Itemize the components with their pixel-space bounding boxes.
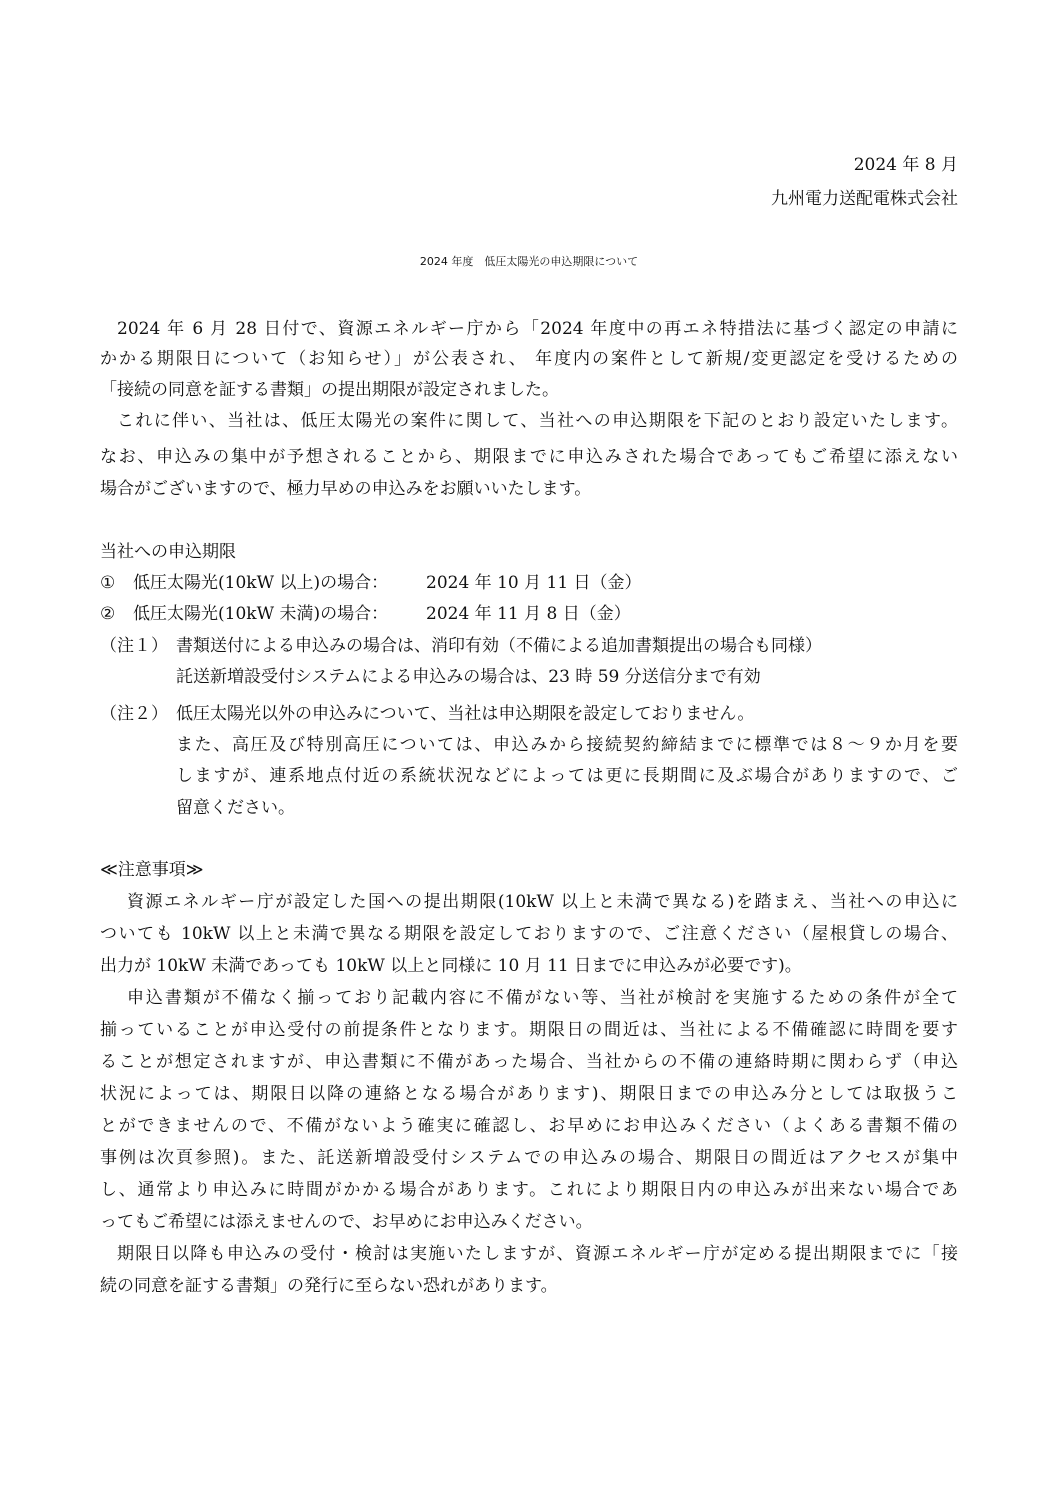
issue-date: 2024 年 8 月 bbox=[853, 155, 958, 175]
note-line: 書類送付による申込みの場合は、消印有効（不備による追加書類提出の場合も同様） bbox=[176, 636, 822, 656]
notes-line: ついても 10kW 以上と未満で異なる期限を設定しておりますので、ご注意ください（屋根貸しの場合、 bbox=[100, 924, 958, 944]
deadline-heading: 当社への申込期限 bbox=[100, 542, 236, 562]
notes-heading: ≪注意事項≫ bbox=[100, 860, 204, 880]
notes-line: 事例は次頁参照)。また、託送新増設受付システムでの申込みの場合、期限日の間近はアクセスが集中 bbox=[100, 1148, 958, 1168]
notes-line: 申込書類が不備なく揃っており記載内容に不備がない等、当社が検討を実施するための条件が全て bbox=[127, 988, 958, 1008]
notes-line: とができませんので、不備がないよう確実に確認し、お早めにお申込みください（よくある書類不備の bbox=[100, 1116, 958, 1136]
notes-line: ってもご希望には添えませんので、お早めにお申込みください。 bbox=[100, 1212, 593, 1232]
notes-line: 状況によっては、期限日以降の連絡となる場合があります)、期限日までの申込み分としては取扱うこ bbox=[100, 1084, 958, 1104]
notes-line: 出力が 10kW 未満であっても 10kW 以上と同様に 10 月 11 日までに申込みが必要です)。 bbox=[100, 956, 802, 976]
notes-line: ることが想定されますが、申込書類に不備があった場合、当社からの不備の連絡時期に関わらず（申込 bbox=[100, 1052, 958, 1072]
note-line: 低圧太陽光以外の申込みについて、当社は申込期限を設定しておりません。 bbox=[176, 704, 755, 724]
intro-line: これに伴い、当社は、低圧太陽光の案件に関して、当社への申込期限を下記のとおり設定いたします。 bbox=[117, 411, 958, 431]
notes-line: 期限日以降も申込みの受付・検討は実施いたしますが、資源エネルギー庁が定める提出期限までに「接 bbox=[117, 1244, 958, 1264]
intro-line: 場合がございますので、極力早めの申込みをお願いいたします。 bbox=[100, 479, 592, 499]
deadline-mark: ① bbox=[100, 573, 116, 593]
document-title: 2024 年度 低圧太陽光の申込期限について bbox=[419, 255, 639, 268]
intro-line: 「接続の同意を証する書類」の提出期限が設定されました。 bbox=[100, 380, 559, 400]
note-label: （注１） bbox=[100, 636, 168, 656]
notes-line: 資源エネルギー庁が設定した国への提出期限(10kW 以上と未満で異なる)を踏まえ、当社への申込に bbox=[127, 892, 958, 912]
deadline-mark: ② bbox=[100, 604, 116, 624]
deadline-date: 2024 年 11 月 8 日（金） bbox=[426, 604, 631, 624]
deadline-label: 低圧太陽光(10kW 以上)の場合： bbox=[133, 573, 389, 593]
deadline-item bbox=[100, 575, 115, 592]
intro-line: なお、申込みの集中が予想されることから、期限までに申込みされた場合であってもご希望に添えない bbox=[100, 447, 958, 467]
company-name: 九州電力送配電株式会社 bbox=[771, 189, 958, 209]
intro-line: 2024 年 6 月 28 日付で、資源エネルギー庁から「2024 年度中の再エネ特措法に基づく認定の申請に bbox=[117, 319, 958, 339]
notes-line: し、通常より申込みに時間がかかる場合があります。これにより期限日内の申込みが出来ない場合であ bbox=[100, 1180, 958, 1200]
note-line: しますが、連系地点付近の系統状況などによっては更に長期間に及ぶ場合がありますので、ご bbox=[176, 766, 958, 786]
notes-line: 続の同意を証する書類」の発行に至らない恐れがあります。 bbox=[100, 1276, 558, 1296]
deadline-item bbox=[100, 606, 115, 623]
deadline-date: 2024 年 10 月 11 日（金） bbox=[426, 573, 642, 593]
note-line: 託送新増設受付システムによる申込みの場合は、23 時 59 分送信分まで有効 bbox=[176, 667, 761, 687]
note-line: また、高圧及び特別高圧については、申込みから接続契約締結までに標準では８～９か月を要 bbox=[176, 735, 958, 755]
intro-line: かかる期限日について（お知らせ）」が公表され、 年度内の案件として新規/変更認定を受けるための bbox=[100, 349, 958, 369]
deadline-label: 低圧太陽光(10kW 未満)の場合： bbox=[133, 604, 389, 624]
note-line: 留意ください。 bbox=[176, 798, 295, 818]
note-label: （注２） bbox=[100, 704, 168, 724]
notes-line: 揃っていることが申込受付の前提条件となります。期限日の間近は、当社による不備確認に時間を要す bbox=[100, 1020, 958, 1040]
